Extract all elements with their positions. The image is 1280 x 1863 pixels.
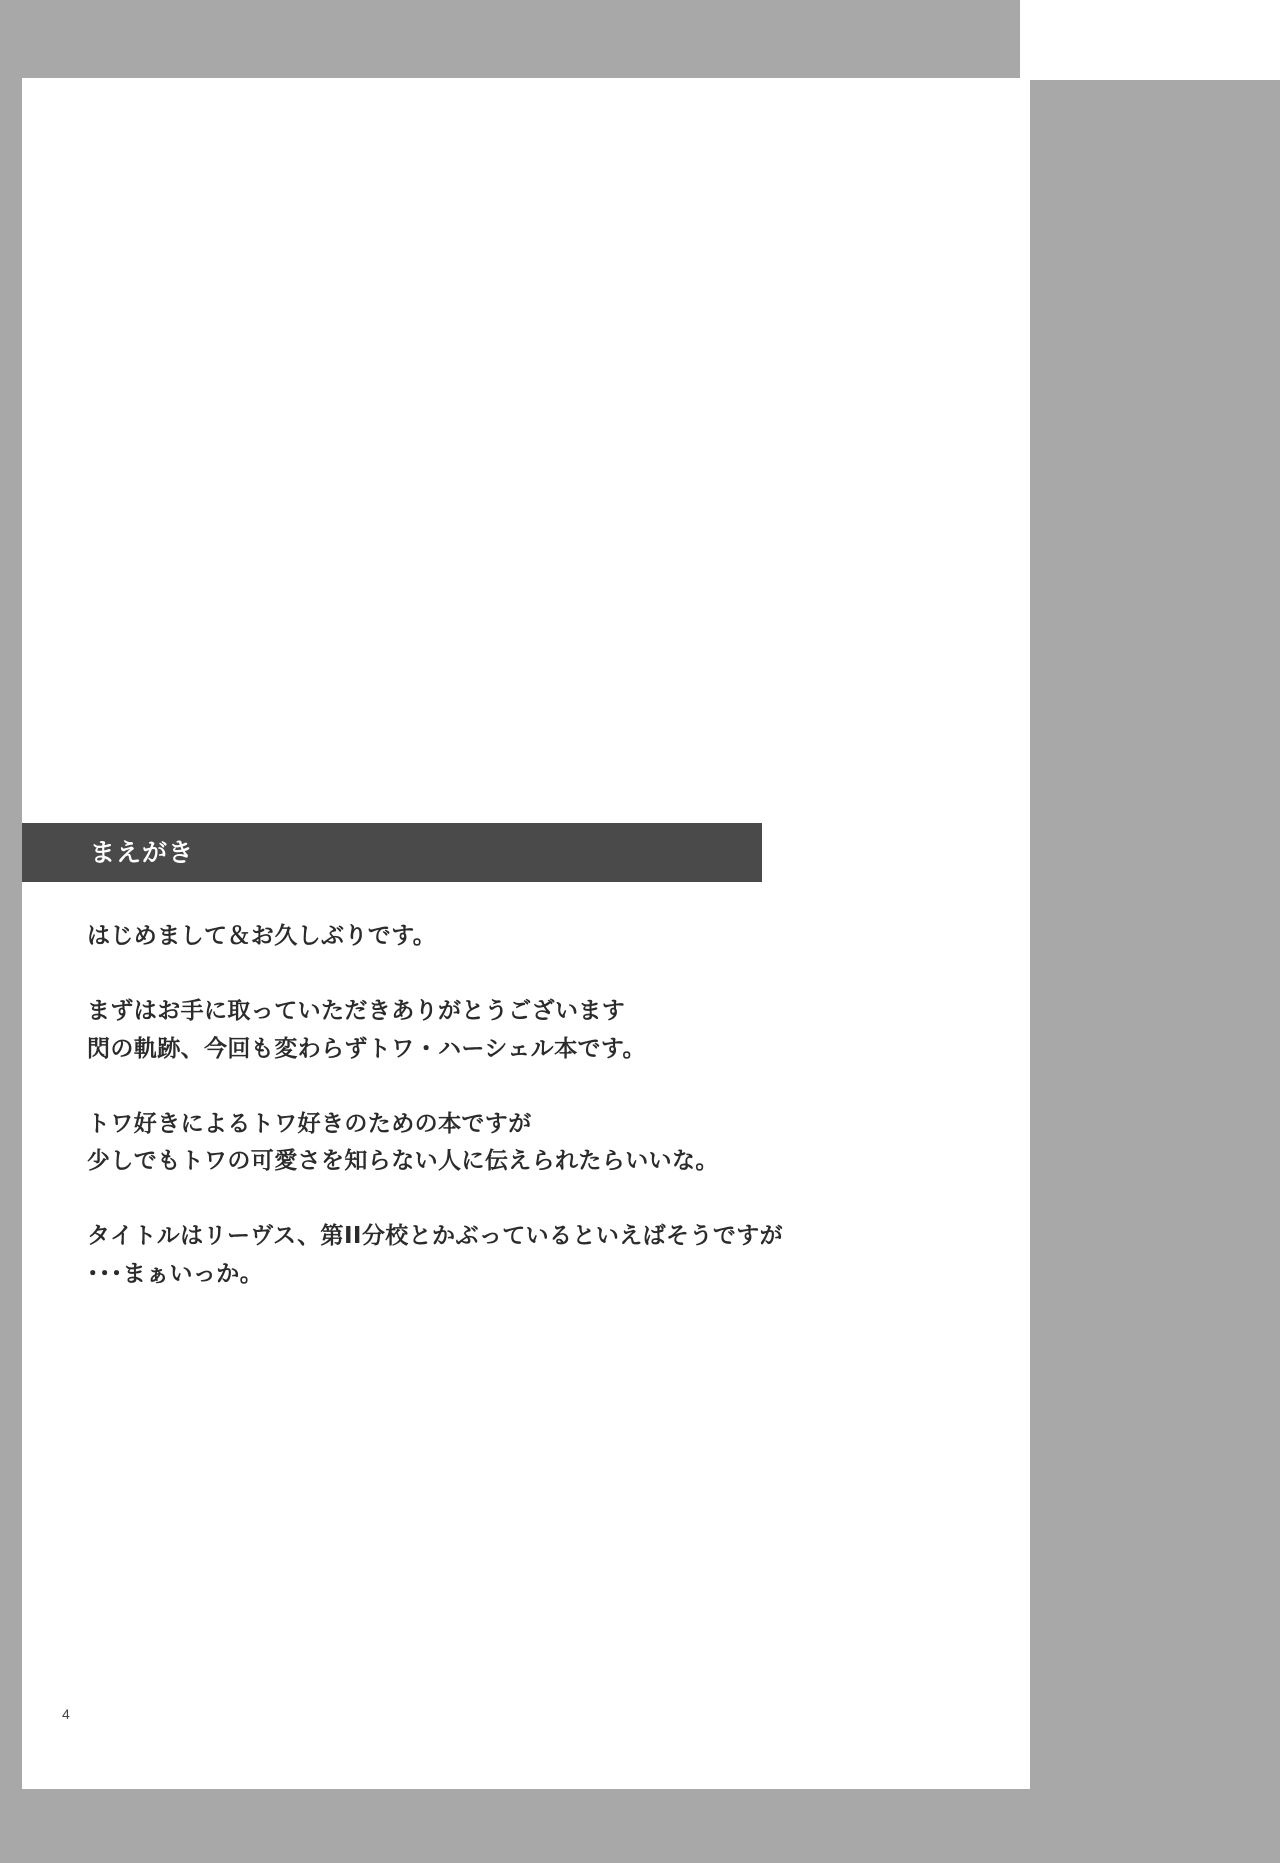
- paragraph-line: 少しでもトワの可愛さを知らない人に伝えられたらいいな。: [87, 1148, 719, 1174]
- preface-body: [87, 918, 907, 1293]
- paragraph: [87, 993, 907, 1068]
- paragraph-line: トワ好きによるトワ好きのための本ですが: [87, 1110, 532, 1137]
- paragraph-line: タイトルはリーヴス、第II分校とかぶっているといえばそうですが: [87, 1223, 784, 1250]
- section-heading-bar: [22, 823, 762, 882]
- section-heading-label: まえがき: [90, 838, 195, 867]
- paragraph-line: まずはお手に取っていただきありがとうございます: [87, 998, 626, 1025]
- paragraph-line: 閃の軌跡、今回も変わらずトワ・ハーシェル本です。: [87, 1035, 646, 1062]
- paragraph-line: ･･･まぁいっか。: [87, 1260, 264, 1287]
- page-corner-bleed: [1020, 0, 1280, 80]
- paragraph: [87, 1218, 907, 1293]
- document-page: [22, 78, 1030, 1789]
- paragraph-line: はじめまして＆お久しぶりです。: [87, 923, 437, 949]
- paragraph: [87, 1106, 907, 1181]
- page-number: 4: [62, 1706, 70, 1722]
- paragraph: [87, 918, 907, 955]
